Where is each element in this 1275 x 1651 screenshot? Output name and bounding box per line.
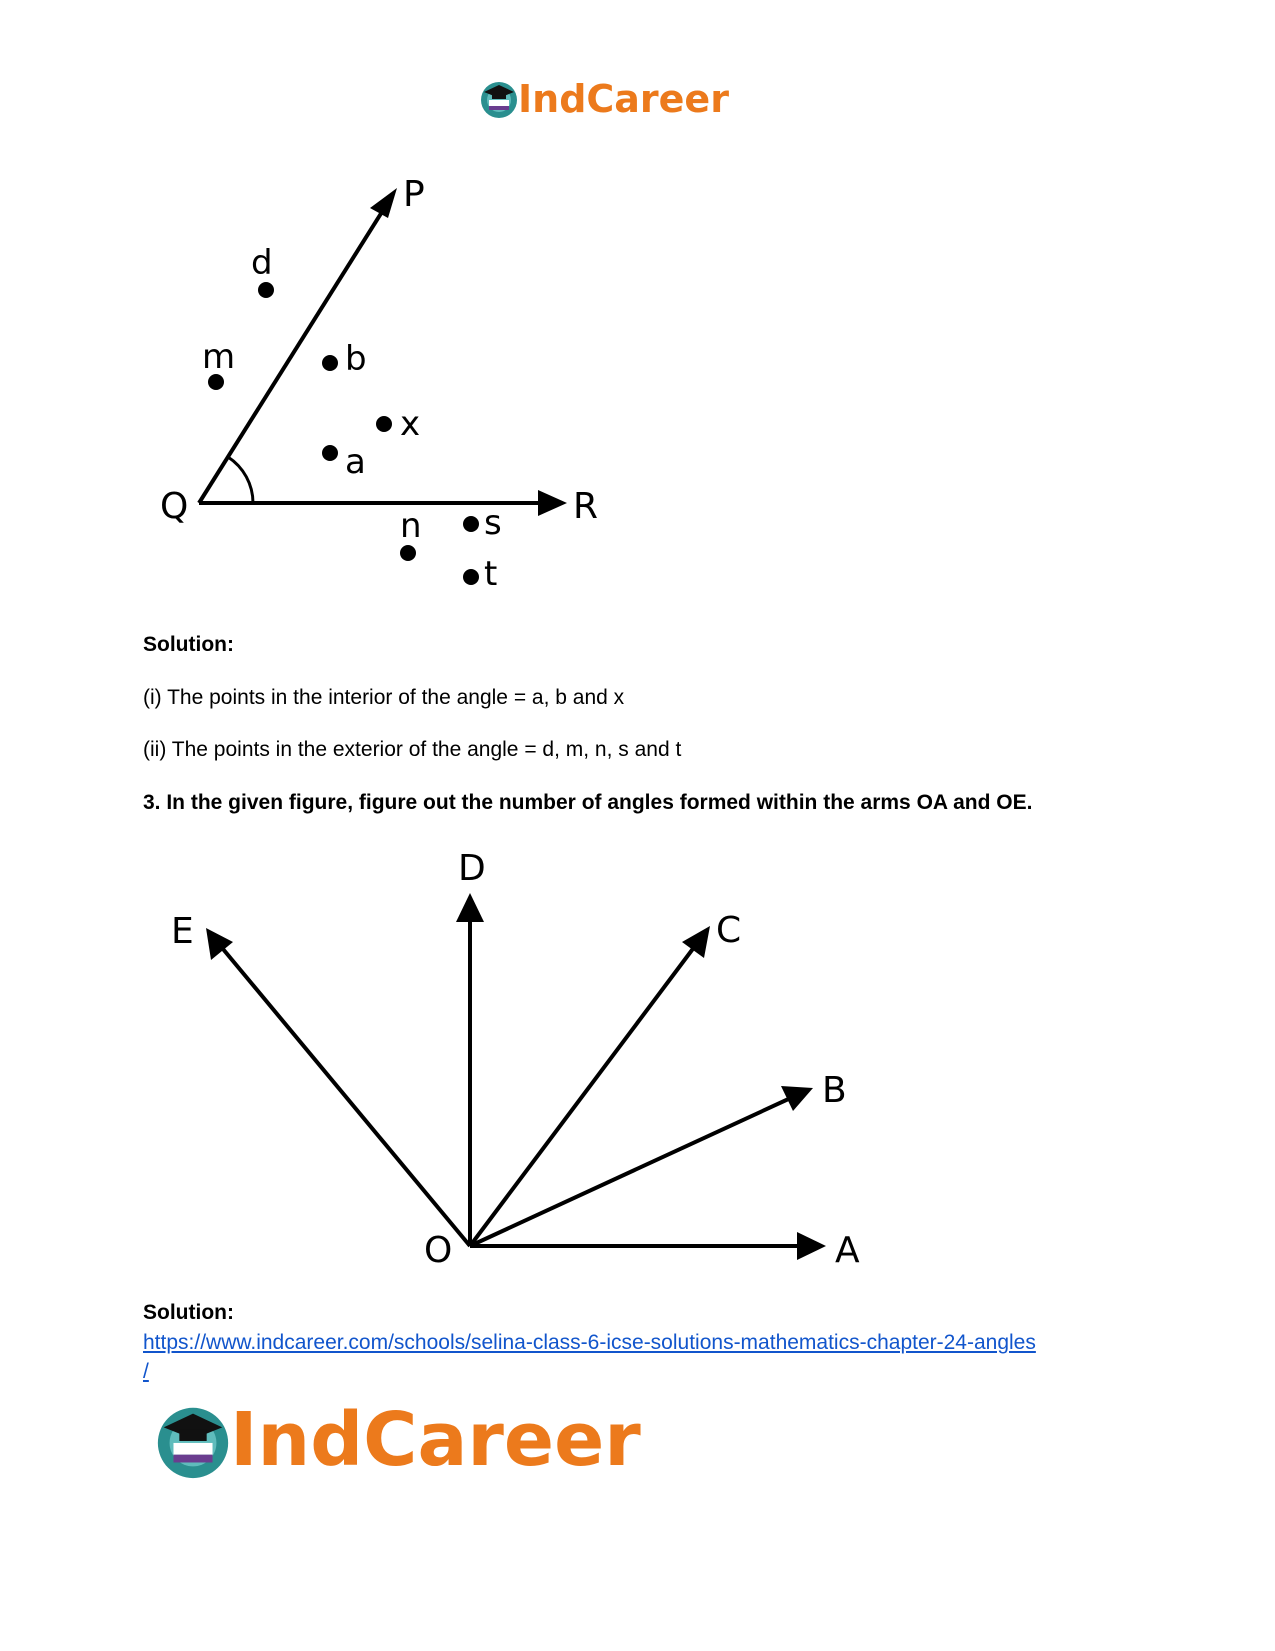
ray-ob [470, 1096, 795, 1246]
label-m: m [202, 337, 236, 377]
footer-logo [152, 1398, 672, 1488]
solution-2-heading: Solution: [143, 1301, 234, 1324]
solution-1-heading: Solution: [143, 633, 234, 656]
label-c-ray: C [716, 910, 742, 951]
header-logo [478, 74, 738, 124]
solution-link[interactable] [143, 1330, 1036, 1385]
arrowhead-c [682, 926, 710, 958]
header-logo-text: IndCareer [518, 77, 729, 121]
label-d-ray: D [458, 848, 486, 889]
label-o: O [424, 1230, 453, 1271]
label-p: P [403, 174, 425, 215]
label-b: b [345, 339, 367, 379]
graduation-cap-globe-icon [478, 78, 520, 120]
angle-arc [228, 457, 253, 503]
solution-link-line-2: / [143, 1360, 149, 1383]
label-b-ray: B [822, 1070, 847, 1111]
point-x-dot [376, 416, 392, 432]
solution-link-line-1: https://www.indcareer.com/schools/selina-class-6-icse-solutions-mathematics-chapter-24-angles [143, 1331, 1036, 1354]
label-a-ray: A [835, 1230, 860, 1271]
label-t: t [484, 554, 498, 594]
figure-angle-pqr [150, 170, 620, 600]
label-r: R [573, 486, 599, 527]
point-n-dot [400, 545, 416, 561]
solution-1-line-2: (ii) The points in the exterior of the angle = d, m, n, s and t [143, 738, 682, 761]
arrowhead-a [797, 1232, 826, 1260]
point-b-dot [322, 355, 338, 371]
graduation-cap-globe-icon [152, 1400, 234, 1482]
question-3: 3. In the given figure, figure out the number of angles formed within the arms OA and OE. [143, 791, 1033, 814]
arrowhead-r [538, 490, 567, 516]
point-s-dot [463, 516, 479, 532]
label-d: d [251, 243, 273, 283]
ray-oc [470, 942, 698, 1246]
label-s: s [484, 503, 502, 543]
ray-oe [218, 943, 470, 1246]
figure-rays-from-o [160, 840, 880, 1280]
label-a: a [345, 442, 366, 482]
label-q: Q [160, 486, 189, 527]
point-t-dot [463, 569, 479, 585]
arrowhead-d [456, 893, 484, 922]
point-d-dot [258, 282, 274, 298]
label-x: x [400, 404, 421, 444]
point-a-dot [322, 445, 338, 461]
label-e-ray: E [171, 911, 194, 952]
arrowhead-p [370, 188, 397, 218]
label-n: n [400, 506, 422, 546]
solution-1-line-1: (i) The points in the interior of the angle = a, b and x [143, 686, 625, 709]
footer-logo-text: IndCareer [230, 1397, 641, 1483]
